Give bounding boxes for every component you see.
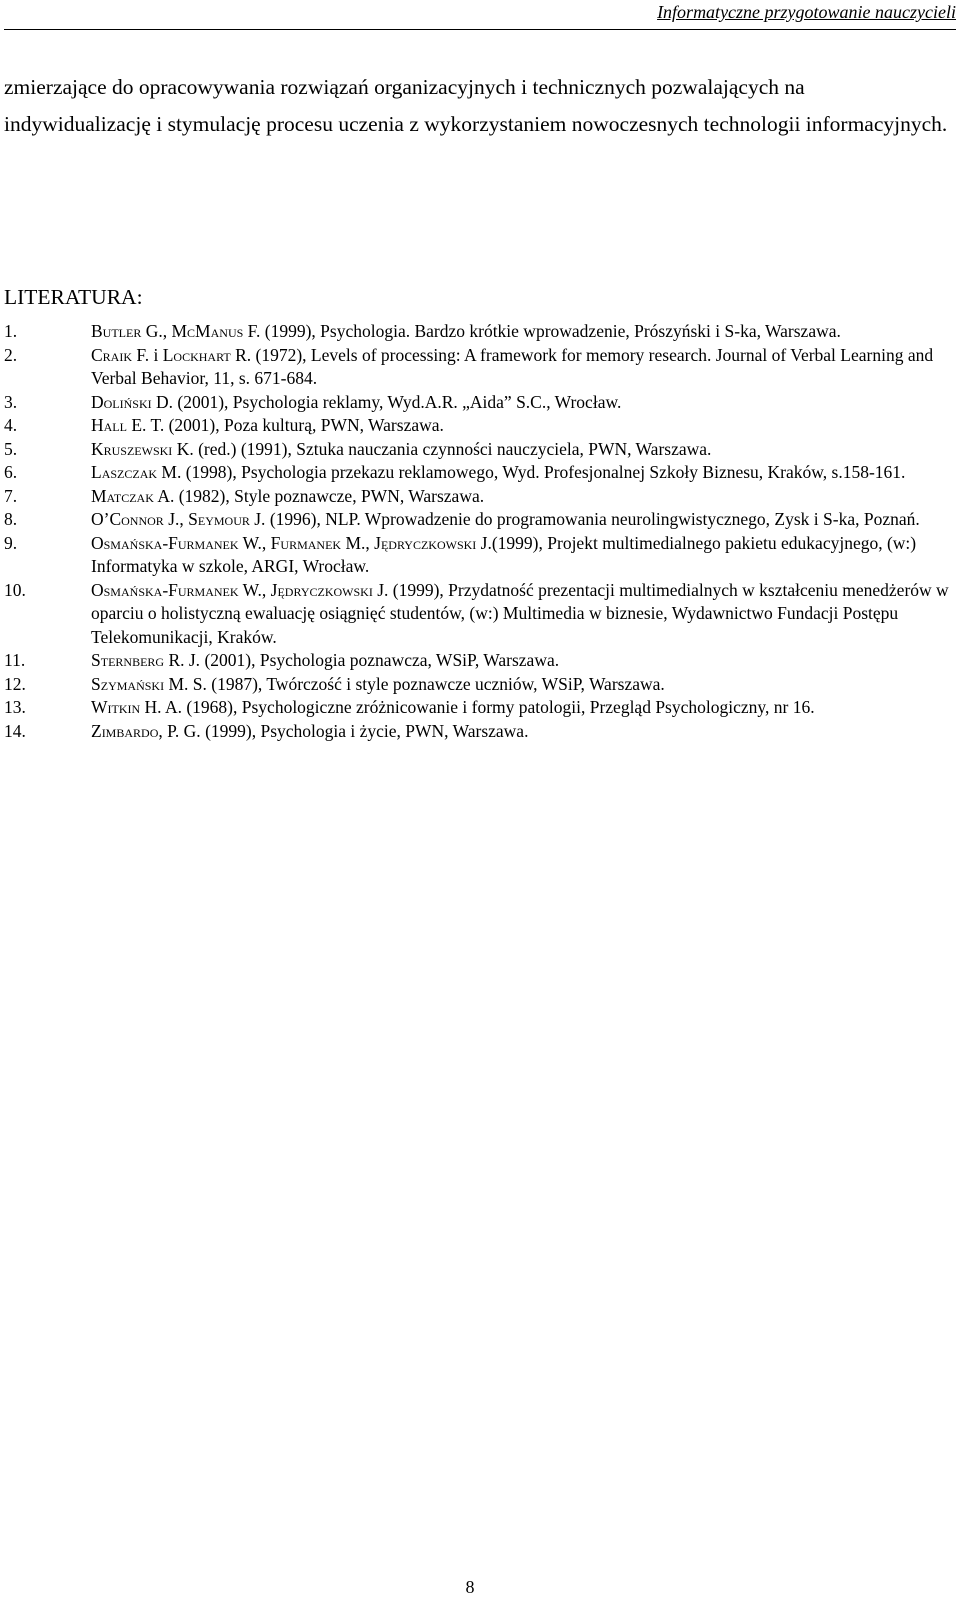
reference-number: 3.: [4, 391, 18, 412]
reference-number: 2.: [4, 344, 18, 365]
reference-authors: Matczak A.: [91, 485, 175, 506]
reference-number: 14.: [4, 720, 26, 741]
reference-item: [4, 649, 954, 673]
reference-item: [4, 391, 954, 415]
reference-item: [4, 414, 954, 438]
reference-authors: Sternberg R. J.: [91, 650, 201, 670]
reference-details: (1968), Psychologiczne zróżnicowanie i formy patologii, Przegląd Psychologiczny, nr 16.: [181, 697, 815, 717]
reference-item: [4, 696, 954, 720]
header-rule: [4, 29, 956, 30]
reference-details: (1999), Psychologia i życie, PWN, Warszawa.: [200, 720, 529, 741]
reference-details: (red.) (1991), Sztuka nauczania czynności nauczyciela, PWN, Warszawa.: [193, 438, 712, 459]
reference-number: 1.: [4, 321, 18, 341]
reference-number: 9.: [4, 532, 18, 553]
reference-authors: Kruszewski K.: [91, 438, 194, 459]
reference-details: (1996), NLP. Wprowadzenie do programowania neurolingwistycznego, Zysk i S-ka, Poznań.: [265, 509, 920, 529]
reference-item: [4, 673, 954, 697]
reference-item: [4, 438, 954, 462]
reference-list: [4, 320, 954, 743]
reference-item: [4, 532, 954, 579]
reference-details: (1999), Projekt multimedialnego pakietu edukacyjnego, (w:) Informatyka w szkole, ARGI, Wrocław.: [91, 532, 917, 576]
reference-number: 5.: [4, 438, 18, 459]
reference-number: 8.: [4, 509, 18, 529]
literature-heading: LITERATURA:: [4, 285, 143, 309]
reference-details: (1987), Twórczość i style poznawcze uczniów, WSiP, Warszawa.: [206, 673, 665, 694]
reference-number: 7.: [4, 485, 18, 506]
reference-authors: Craik F. i Lockhart R.: [91, 344, 252, 365]
reference-authors: Zimbardo, P. G.: [91, 720, 201, 741]
reference-number: 11.: [4, 650, 26, 670]
running-header: [0, 0, 956, 24]
reference-authors: Butler G., McManus F.: [91, 321, 261, 341]
reference-authors: Witkin H. A.: [91, 697, 182, 717]
reference-authors: Hall E. T.: [91, 415, 165, 435]
reference-details: (1982), Style poznawcze, PWN, Warszawa.: [174, 485, 485, 506]
intro-paragraph: zmierzające do opracowywania rozwiązań organizacyjnych i technicznych pozwalających na indywidualizację i stymulację procesu uczenia z wykorzystaniem nowoczesnych technologii informacyjnych.: [4, 75, 948, 136]
reference-authors: Doliński D.: [91, 391, 174, 412]
reference-authors: Laszczak M.: [91, 462, 182, 482]
reference-details: (1999), Psychologia. Bardzo krótkie wprowadzenie, Prószyński i S-ka, Warszawa.: [260, 321, 841, 341]
reference-details: (1972), Levels of processing: A framework for memory research. Journal of Verbal Learning and Verbal Behavior, 11, s. 671-684.: [91, 344, 934, 388]
reference-item: [4, 720, 954, 744]
reference-authors: Szymański M. S.: [91, 673, 207, 694]
reference-authors: O’Connor J., Seymour J.: [91, 509, 266, 529]
reference-item: [4, 320, 954, 344]
running-title: Informatyczne przygotowanie nauczycieli: [657, 2, 956, 22]
reference-number: 4.: [4, 415, 18, 435]
reference-number: 10.: [4, 579, 26, 600]
reference-details: (1998), Psychologia przekazu reklamowego, Wyd. Profesjonalnej Szkoły Biznesu, Kraków, s.158-161.: [181, 462, 906, 482]
page-number: 8: [465, 1577, 475, 1597]
reference-item: [4, 485, 954, 509]
reference-number: 13.: [4, 697, 26, 717]
reference-details: (2001), Psychologia poznawcza, WSiP, Warszawa.: [200, 650, 560, 670]
reference-item: [4, 508, 954, 532]
reference-number: 12.: [4, 673, 26, 694]
reference-authors: Osmańska-Furmanek W., Furmanek M., Jędryczkowski J.: [91, 532, 492, 553]
reference-authors: Osmańska-Furmanek W., Jędryczkowski J.: [91, 579, 389, 600]
reference-details: (1999), Przydatność prezentacji multimedialnych w kształceniu menedżerów w oparciu o holistyczną ewaluację osiągnięć studentów, (w:) Multimedia w biznesie, Wydawnictwo Fundacji Postępu Telekomunikacji, Kraków.: [91, 579, 949, 647]
reference-number: 6.: [4, 462, 18, 482]
reference-details: (2001), Psychologia reklamy, Wyd.A.R. „Aida” S.C., Wrocław.: [173, 391, 622, 412]
reference-item: [4, 579, 954, 650]
reference-details: (2001), Poza kulturą, PWN, Warszawa.: [164, 415, 444, 435]
reference-item: [4, 344, 954, 391]
reference-item: [4, 461, 954, 485]
